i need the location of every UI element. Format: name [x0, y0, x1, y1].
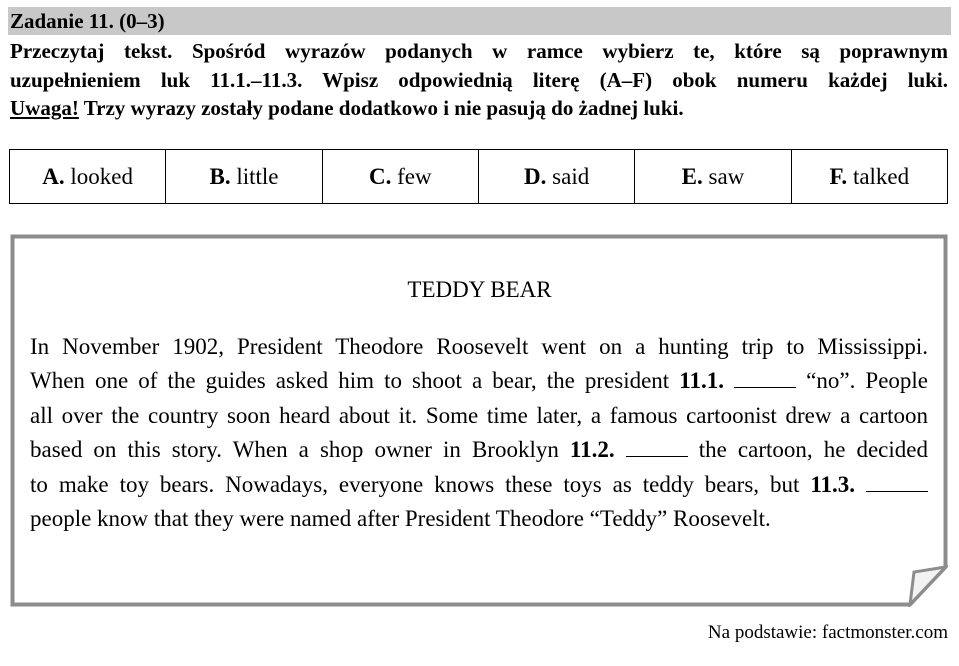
- instructions: [10, 37, 948, 123]
- option-letter: E.: [681, 163, 703, 189]
- task-header: [8, 7, 951, 35]
- story-fragment: the cartoon, he decided: [687, 437, 928, 463]
- option-f: [791, 150, 947, 204]
- story-fragment: “no”. People: [796, 368, 929, 394]
- instruction-line-3: [10, 94, 948, 123]
- gap-11-3-label: 11.3.: [810, 471, 856, 497]
- story-line-6: people know that they were named after President Theodore “Teddy” Roosevelt.: [30, 506, 771, 532]
- story-line-3: all over the country soon heard about it. Some time later, a famous cartoonist drew a cartoon: [30, 402, 928, 428]
- story-fragment: based on this story. When a shop owner in Brooklyn: [30, 437, 570, 463]
- gap-11-1-label: 11.1.: [679, 368, 725, 394]
- option-b: [166, 150, 322, 204]
- story-text: [30, 330, 928, 536]
- task-title: Zadanie 11. (0–3): [10, 9, 165, 33]
- option-letter: F.: [829, 163, 848, 189]
- story-title: TEDDY BEAR: [407, 277, 552, 302]
- story-fragment: When one of the guides asked him to shoot a bear, the president: [30, 368, 680, 394]
- warning-label: Uwaga!: [10, 96, 79, 120]
- page-curl: [910, 567, 946, 605]
- gap-11-1-blank: [734, 368, 796, 389]
- gap-11-3-blank: [866, 471, 928, 492]
- option-word: few: [397, 163, 432, 189]
- option-word: said: [552, 163, 590, 189]
- instruction-line-2: uzupełnieniem luk 11.1.–11.3. Wpisz odpowiednią literę (A–F) obok numeru każdej luki.: [10, 67, 948, 92]
- warning-text: Trzy wyrazy zostały podane dodatkowo i nie pasują do żadnej luki.: [78, 96, 684, 120]
- option-letter: B.: [209, 163, 231, 189]
- gap-11-2-label: 11.2.: [569, 437, 615, 463]
- option-letter: C.: [369, 163, 392, 189]
- option-e: [635, 150, 791, 204]
- story-line-4: [30, 433, 928, 467]
- option-letter: D.: [524, 163, 547, 189]
- option-d: [478, 150, 634, 204]
- source-note: Na podstawie: factmonster.com: [707, 622, 948, 643]
- option-word: talked: [852, 163, 910, 189]
- story-line-5: [30, 468, 928, 502]
- story-line-2: [30, 364, 928, 398]
- story-line-1: In November 1902, President Theodore Roosevelt went on a hunting trip to Mississippi.: [30, 334, 928, 359]
- option-letter: A.: [42, 163, 65, 189]
- story-fragment: to make toy bears. Nowadays, everyone knows these toys as teddy bears, but: [30, 471, 811, 497]
- gap-11-2-blank: [626, 437, 688, 458]
- option-word: little: [236, 163, 279, 189]
- option-a: [10, 150, 166, 204]
- option-c: [322, 150, 478, 204]
- instruction-line-1: Przeczytaj tekst. Spośród wyrazów podanych w ramce wybierz te, które są poprawnym: [10, 39, 948, 63]
- option-word: looked: [70, 163, 134, 189]
- option-word: saw: [708, 163, 745, 189]
- word-options-box: [9, 149, 948, 204]
